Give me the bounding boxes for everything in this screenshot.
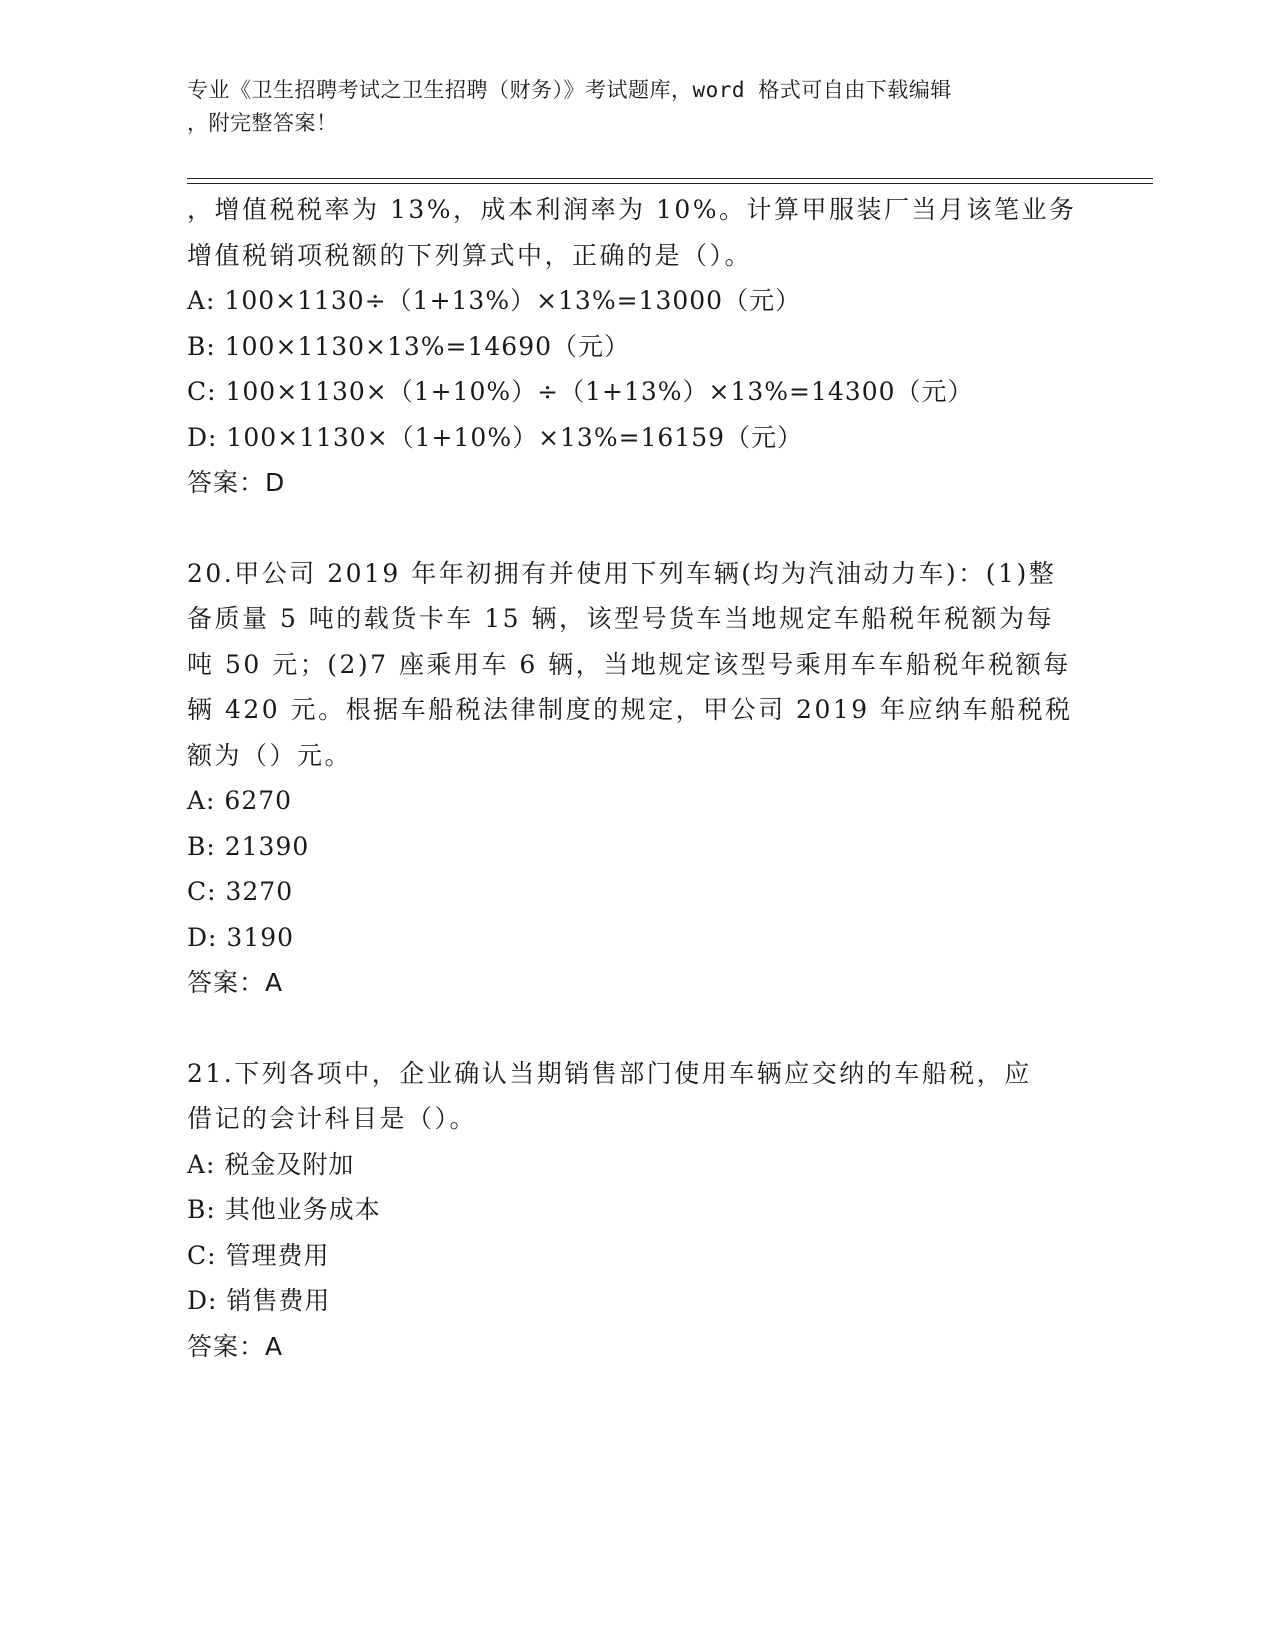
question-stem-line: 吨 50 元；(2)7 座乘用车 6 辆，当地规定该型号乘用车车船税年税额每 — [187, 649, 1071, 679]
option-c: C: 管理费用 — [187, 1240, 330, 1270]
question-stem-line: 辆 420 元。根据车船税法律制度的规定，甲公司 2019 年应纳车船税税 — [187, 695, 1073, 724]
question-stem-line: 额为（）元。 — [187, 740, 353, 770]
option-b: B: 其他业务成本 — [187, 1195, 381, 1224]
option-a: A: 100×1130÷（1+13%）×13%=13000（元） — [187, 286, 802, 315]
question-item — [187, 187, 1087, 506]
header-divider — [187, 178, 1153, 184]
option-a: A: 税金及附加 — [187, 1149, 355, 1179]
question-stem-line: 20.甲公司 2019 年年初拥有并使用下列车辆(均为汽油动力车)：(1)整 — [187, 558, 1057, 588]
question-stem-line: 21.下列各项中，企业确认当期销售部门使用车辆应交纳的车船税，应 — [187, 1058, 1032, 1088]
header-line-2: ，附完整答案！ — [187, 111, 338, 135]
option-a: A: 6270 — [187, 786, 293, 815]
question-item — [187, 551, 1087, 1006]
question-stem-line: 借记的会计科目是（）。 — [187, 1104, 478, 1133]
question-list — [187, 187, 1087, 1369]
option-d: D: 3190 — [187, 922, 295, 952]
answer-line: 答案：A — [187, 1331, 284, 1361]
question-stem-line: 增值税销项税额的下列算式中，正确的是（）。 — [187, 240, 753, 270]
option-b: B: 100×1130×13%=14690（元） — [187, 331, 631, 361]
header-line-1: 专业《卫生招聘考试之卫生招聘（财务）》考试题库，word 格式可自由下载编辑 — [187, 78, 952, 102]
option-c: C: 100×1130×（1+10%）÷（1+13%）×13%=14300（元） — [187, 377, 974, 406]
document-header — [187, 74, 1067, 140]
answer-line: 答案：D — [187, 468, 286, 497]
answer-line: 答案：A — [187, 968, 284, 997]
option-d: D: 销售费用 — [187, 1286, 331, 1315]
option-d: D: 100×1130×（1+10%）×13%=16159（元） — [187, 422, 804, 452]
question-item — [187, 1051, 1087, 1370]
question-stem-line: 备质量 5 吨的载货卡车 15 辆，该型号货车当地规定车船税年税额为每 — [187, 604, 1055, 633]
option-b: B: 21390 — [187, 831, 310, 861]
question-stem-line: ，增值税税率为 13%，成本利润率为 10%。计算甲服装厂当月该笔业务 — [187, 195, 1077, 224]
option-c: C: 3270 — [187, 877, 294, 906]
